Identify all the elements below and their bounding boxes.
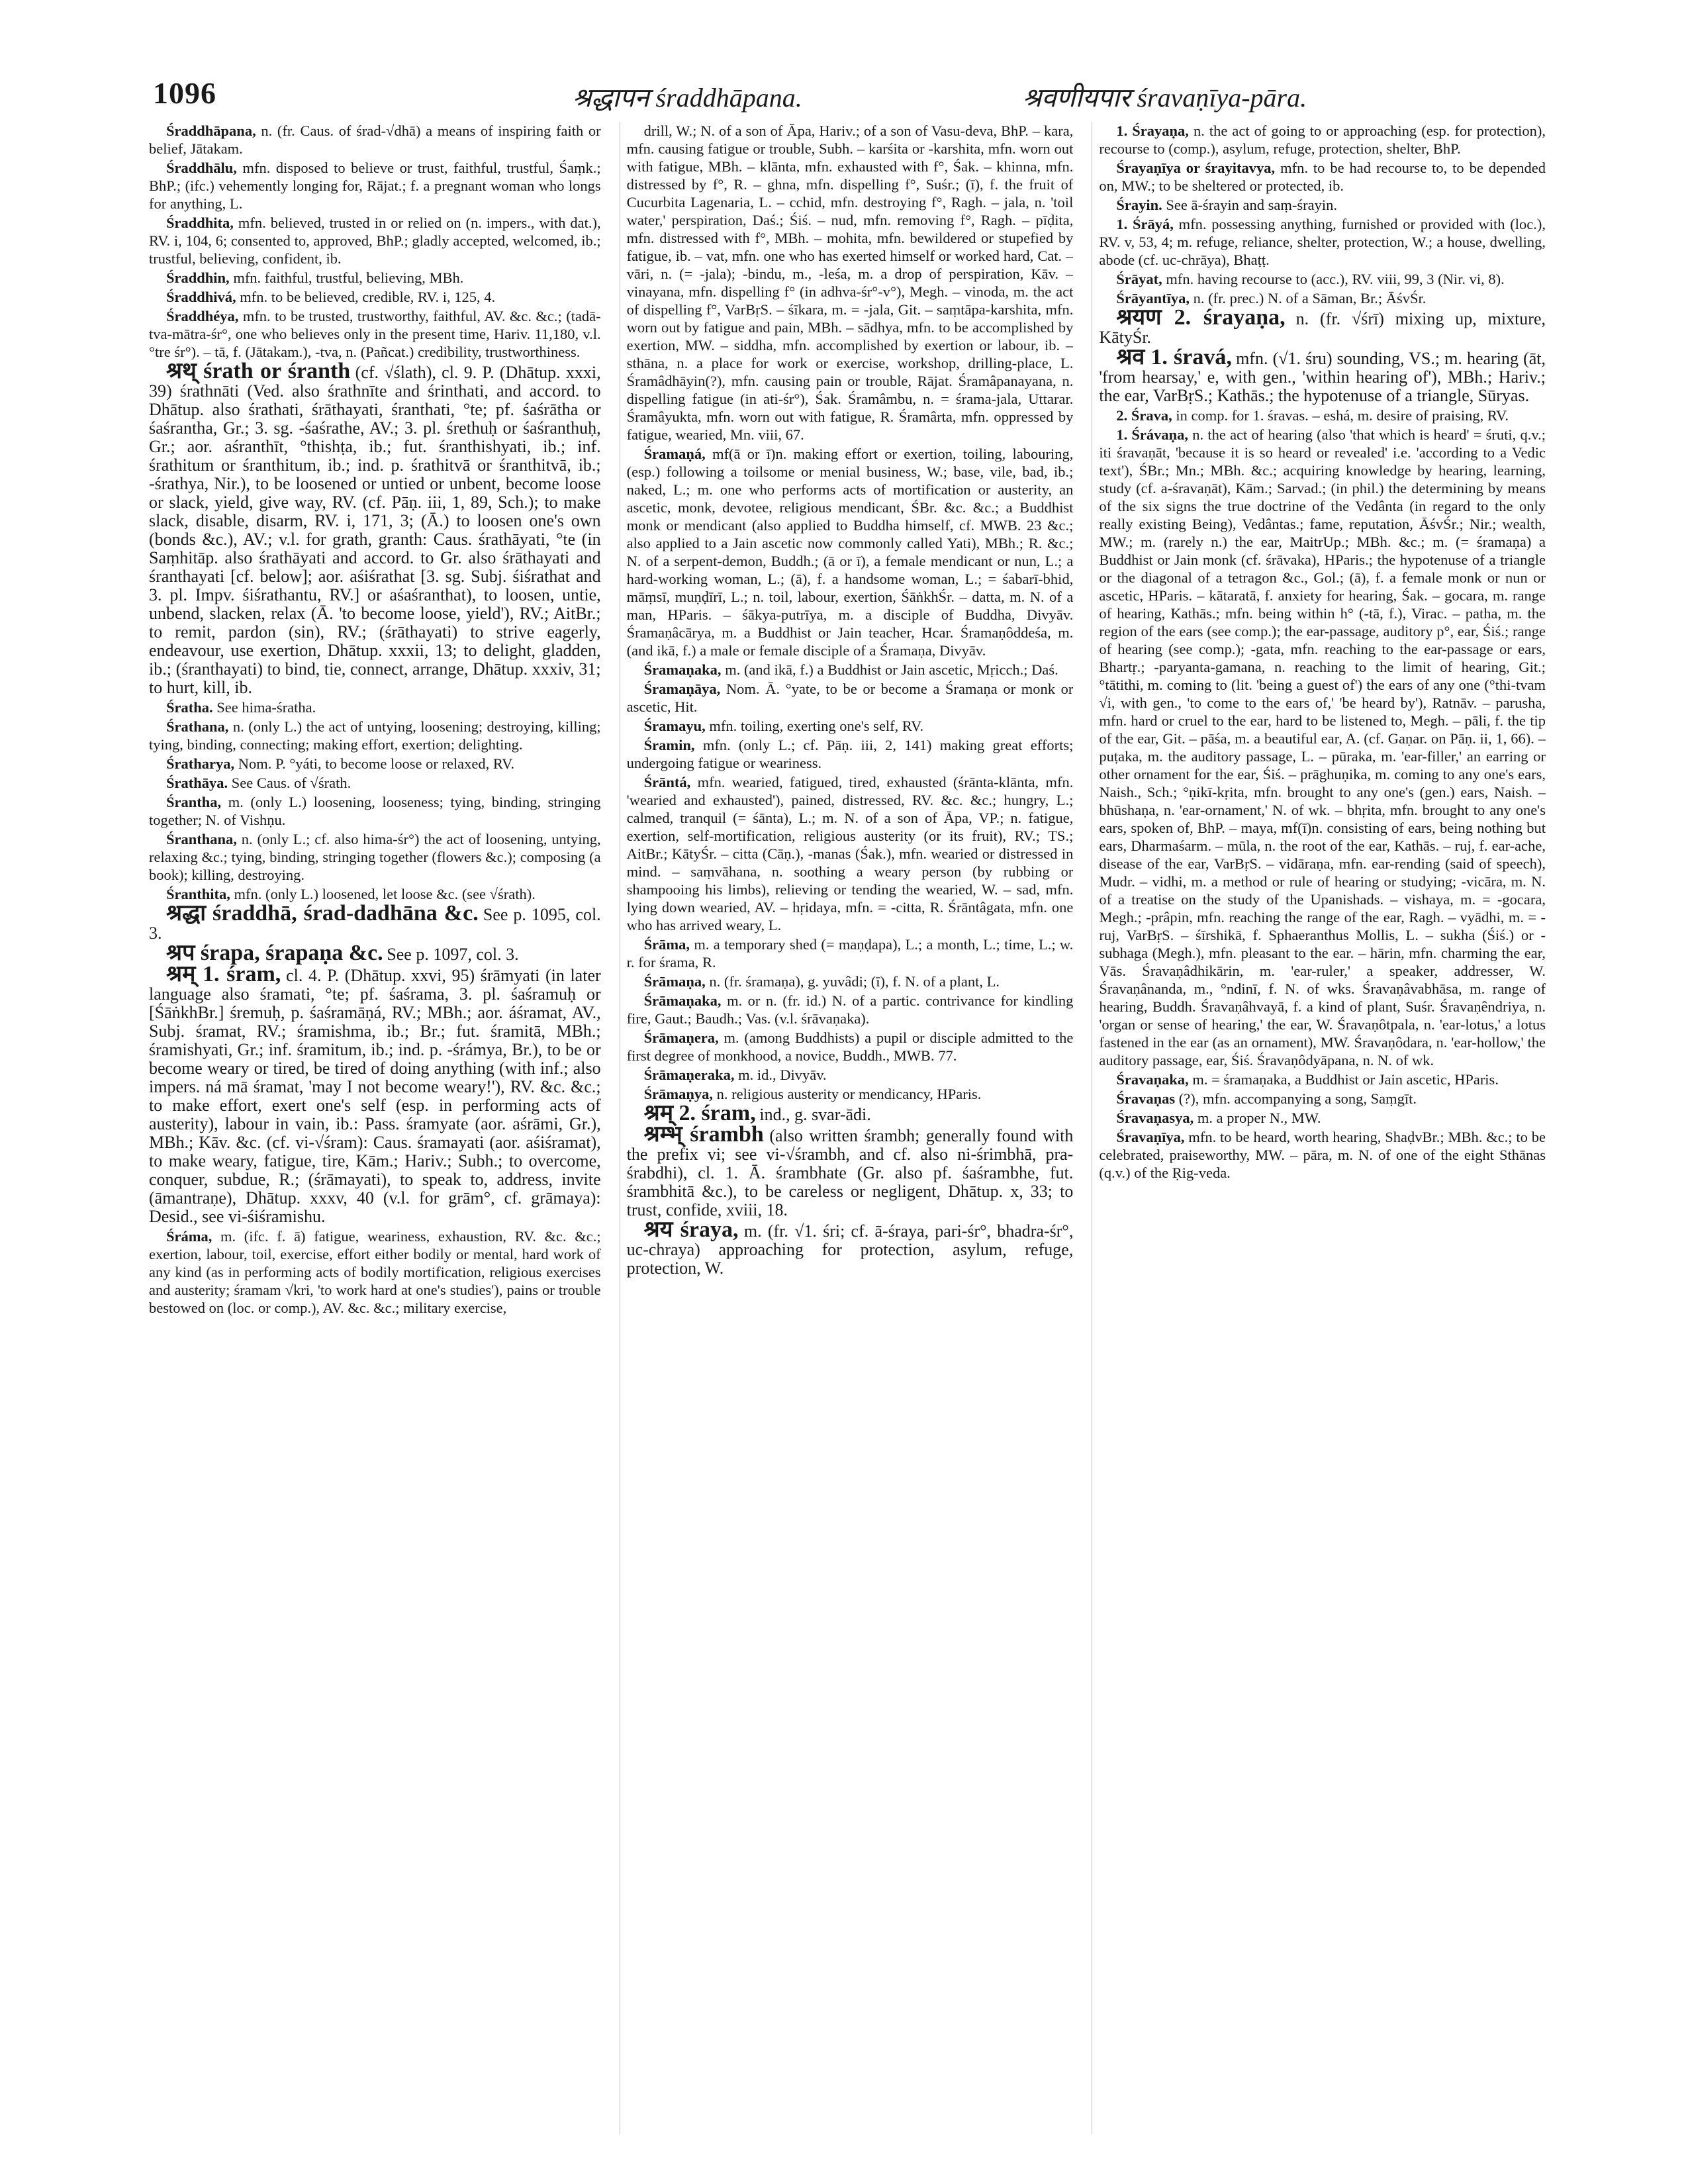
entry-definition: in comp. for 1. śravas. – eshá, m. desire of praising, RV.	[1176, 407, 1509, 424]
entry-headword: Śratharya,	[166, 755, 235, 772]
entry-headword: Śraddhivá,	[166, 289, 236, 305]
dictionary-entry	[1099, 196, 1546, 214]
entry-definition: See Caus. of √śrath.	[231, 775, 351, 791]
dictionary-entry	[1099, 215, 1546, 269]
entry-headword: Śranthana,	[166, 831, 237, 847]
dictionary-entry	[1099, 345, 1546, 405]
entry-definition: n. (only L.; cf. also hima-śr°) the act of loosening, untying, relaxing &c.; tying, binding, stringing together (flowers &c.); composing (a book); killing, destroying.	[149, 831, 601, 883]
dictionary-entry	[1099, 1070, 1546, 1088]
entry-headword: 1. Śrayaṇa,	[1116, 122, 1189, 139]
entry-headword: Śratha.	[166, 699, 213, 716]
dictionary-entry	[627, 661, 1074, 679]
dictionary-entry	[149, 885, 601, 903]
entry-definition: mfn. (only L.; cf. Pāṇ. iii, 2, 141) making great efforts; undergoing fatigue or weariness.	[626, 737, 1074, 771]
entry-definition: m. (among Buddhists) a pupil or disciple admitted to the first degree of monkhood, a novice, Buddh., MWB. 77.	[626, 1029, 1074, 1064]
entry-headword: श्रम् 2. śram,	[643, 1101, 756, 1125]
entry-headword: श्रम्भ् śrambh	[643, 1122, 764, 1147]
dictionary-entry	[627, 1066, 1074, 1084]
entry-definition: mf(ā or ī)n. making effort or exertion, toiling, labouring, (esp.) following a toilsome or menial business, W.; base, vile, bad, ib.; naked, L.; m. one who performs acts of mortification or austerity, an ascetic, monk, devotee, religious mendicant, ŚBr. &c. &c.; a Buddhist monk or mendicant (also applied to Buddha himself, cf. MWB. 23 &c.; also applied to a Jain ascetic now commonly called Yati), MBh.; R. &c.; N. of a serpent-demon, Buddh.; (ā or ī), a female mendicant or nun, L.; a hard-working woman, L.; (ā), f. a handsome woman, L.; = śabarī-bhid, māṃsī, muṇḍīrī, L.; n. toil, labour, exertion, ŚāṅkhŚr. – datta, m. N. of a man, HParis. – śākya-putrīya, m. a disciple of Buddha, Divyāv. Śramaṇâcārya, m. a Buddhist or Jain teacher, Hcar. Śramaṇôddeśa, m. (and ikā, f.) a male or female disciple of a Śramaṇa, Divyāv.	[626, 446, 1074, 659]
entry-headword: Śramaṇá,	[643, 446, 706, 462]
entry-definition: m. = śramaṇaka, a Buddhist or Jain ascetic, HParis.	[1192, 1071, 1499, 1088]
entry-headword: Śraddhita,	[166, 214, 234, 231]
dictionary-entry	[1099, 122, 1546, 158]
dictionary-entry	[149, 830, 601, 884]
entry-definition: mfn. to be had recourse to, to be depended on, MW.; to be sheltered or protected, ib.	[1099, 160, 1546, 194]
entry-definition: mfn. toiling, exerting one's self, RV.	[709, 718, 924, 734]
entry-definition: m. a temporary shed (= maṇḍapa), L.; a month, L.; time, L.; w. r. for śrama, R.	[626, 936, 1074, 971]
entry-definition: See p. 1095, col. 3.	[149, 905, 601, 943]
dictionary-entry	[1099, 1090, 1546, 1108]
dictionary-entry	[1099, 406, 1546, 424]
entry-headword: Śrathāya.	[166, 775, 228, 791]
entry-definition: n. (fr. Caus. of śrad-√dhā) a means of inspiring faith or belief, Jātakam.	[149, 122, 601, 157]
dictionary-entry	[149, 288, 601, 306]
dictionary-entry	[627, 935, 1074, 971]
entry-headword: Śrāyantīya,	[1116, 290, 1190, 307]
entry-headword: Śrayaṇīya or śrayitavya,	[1116, 160, 1276, 176]
dictionary-entry	[149, 718, 601, 753]
entry-headword: श्रप śrapa, śrapaṇa &c.	[166, 941, 383, 965]
dictionary-entry	[627, 1029, 1074, 1065]
entry-definition: n. (only L.) the act of untying, loosening; destroying, killing; tying, binding, connecting; making effort, exertion; delighting.	[149, 718, 601, 753]
entry-definition: m. id., Divyāv.	[738, 1067, 827, 1083]
entry-headword: Śraddhéya,	[166, 308, 239, 324]
entry-definition: n. (fr. śramaṇa), g. yuvâdi; (ī), f. N. of a plant, L.	[709, 973, 1000, 990]
entry-headword: Śrāyat,	[1116, 271, 1162, 287]
dictionary-entry	[149, 793, 601, 829]
entry-definition: m. a proper N., MW.	[1197, 1110, 1321, 1126]
entry-definition: ind., g. svar-ādi.	[759, 1105, 871, 1124]
entry-definition: mfn. faithful, trustful, believing, MBh.	[233, 269, 464, 286]
dictionary-entry	[1099, 270, 1546, 288]
entry-headword: Śramin,	[643, 737, 695, 753]
dictionary-entry	[626, 1217, 1074, 1278]
entry-headword: Śrāmaṇera,	[643, 1029, 719, 1046]
dictionary-entry	[627, 717, 1074, 735]
entry-definition: mfn. disposed to believe or trust, faithful, trustful, Śaṃk.; BhP.; (ifc.) vehemently longing for, Rājat.; f. a pregnant woman who longs for anything, L.	[149, 160, 601, 212]
entry-headword: श्रथ् śrath or śranth	[166, 359, 351, 383]
dictionary-entry	[149, 307, 601, 361]
dictionary-entry	[627, 1085, 1074, 1103]
dictionary-entry	[149, 774, 601, 792]
dictionary-entry	[149, 1227, 601, 1317]
right-running-head: श्रवणीयपार śravaṇīya-pāra.	[1023, 83, 1307, 113]
entry-definition: m. or n. (fr. id.) N. of a partic. contrivance for kindling fire, Gaut.; Baudh.; Vas. (v.l. śrāvaṇaka).	[626, 992, 1074, 1027]
entry-definition: mfn. to be heard, worth hearing, ShaḍvBr.; MBh. &c.; to be celebrated, praiseworthy, MW. – pāra, m. N. of one of the eight Sthānas (q.v.) of the Ṛig-veda.	[1099, 1129, 1546, 1181]
entry-definition: m. (only L.) loosening, looseness; tying, binding, stringing together; N. of Vishṇu.	[149, 794, 601, 828]
entry-definition: n. religious austerity or mendicancy, HParis.	[716, 1086, 982, 1102]
dictionary-entry	[627, 992, 1074, 1027]
entry-definition: Nom. Ā. °yate, to be or become a Śramaṇa or monk or ascetic, Hit.	[626, 681, 1074, 715]
entry-headword: श्रम् 1. śram,	[166, 962, 281, 986]
entry-definition: See p. 1097, col. 3.	[387, 945, 519, 964]
entry-headword: Śrāmaṇeraka,	[643, 1067, 735, 1083]
entry-definition: mfn. having recourse to (acc.), RV. viii, 99, 3 (Nir. vi, 8).	[1166, 271, 1505, 287]
dictionary-entry	[149, 901, 601, 943]
entry-headword: Śranthita,	[166, 886, 230, 902]
dictionary-entry	[1099, 426, 1546, 1069]
entry-headword: Śramaṇāya,	[643, 681, 721, 697]
left-running-head: श्रद्धापन śraddhāpana.	[573, 83, 802, 113]
entry-definition: mfn. (only L.) loosened, let loose &c. (see √śrath).	[234, 886, 536, 902]
dictionary-entry	[627, 1101, 1074, 1125]
entry-definition: (cf. √ślath), cl. 9. P. (Dhātup. xxxi, 39) śrathnāti (Ved. also śrathnīte and śrinthati, and accord. to Dhātup. also śrathati, śrāthayati, śranthati, °te; pf. śaśrātha or śaśrantha, Gr.; 3. sg. -śaśrathe, AV.; 3. pl. śrethuḥ or śaśranthuḥ, Gr.; aor. aśranthīt, °thishṭa, ib.; fut. śranthishyati, ib.; inf. śrathitum or śranthitum, ib.; ind. p. śrathitvā or śranthitvā, ib.; -śrathya, Nir.), to be loosened or untied or unbent, become loose or slack, yield, give way, RV. (cf. Pāṇ. iii, 1, 89, Sch.); to make slack, disable, disarm, RV. i, 171, 3; (Ā.) to loosen one's own (bonds &c.), AV.; v.l. for grath, granth: Caus. śrathāyati, °te (in Saṃhitāp. also śrathāyati and accord. to Gr. also śrāthayati and śranthayati [cf. below]; aor. aśiśrathat [3. sg. Subj. śiśrathat and 3. pl. Impv. śiśrathantu, RV.] or aśaśranthat), to loosen, untie, unbend, slacken, relax (Ā. 'to become loose, yield'), RV.; AitBr.; to remit, pardon (sin), RV.; (śrāthayati) to strive eagerly, endeavour, use exertion, Dhātup. xxxii, 13; to delight, gladden, ib.; (śranthayati) to bind, tie, connect, arrange, Dhātup. xxxiv, 31; to hurt, kill, ib.	[149, 363, 601, 697]
entry-definition: drill, W.; N. of a son of Āpa, Hariv.; of a son of Vasu-deva, BhP. – kara, mfn. causing fatigue or trouble, Subh. – karśita or -karshita, mfn. worn out with fatigue, MBh. – klānta, mfn. exhausted with f°, Śak. – khinna, mfn. distressed by f°, R. – ghna, mfn. dispelling f°, Suśr.; (ī), f. the fruit of Cucurbita Lagenaria, L. – cchid, mfn. destroying f°, Ragh. – jala, n. 'toil water,' perspiration, Daś.; Śiś. – nud, mfn. removing f°, Ragh. – pīḍita, mfn. distressed with f°, MBh. – mohita, mfn. bewildered or stupefied by fatigue, ib. – vat, mfn. one who has exerted himself or worked hard, Cat. – vāri, n. (= -jala); -bindu, m., -leśa, m. a drop of perspiration, Kāv. – vinayana, mfn. dispelling f° (in adhva-śr°-v°), Megh. – vinoda, m. the act of dispelling f°, VarBṛS. – śīkara, m. = -jala, Git. – saṃtāpa-karshita, mfn. worn out by fatigue and pain, MBh. – sādhya, mfn. to be accomplished by exertion, MW. – siddha, mfn. accomplished by exertion or labour, ib. – sthāna, n. a place for work or exercise, workshop, drilling-place, L. Śramâdhāyin(?), mfn. causing pain or trouble, Rājat. Śramâpanayana, n. dispelling fatigue (in ati-śr°), Śak. Śramâmbu, n. = śrama-jala, Uttarar. Śramâyukta, mfn. worn out with fatigue, R. Śramârta, mfn. oppressed by fatigue, wearied, Mn. viii, 67.	[626, 122, 1074, 443]
entry-definition: mfn. possessing anything, furnished or provided with (loc.), RV. v, 53, 4; m. refuge, reliance, shelter, protection, W.; a house, dwelling, abode (cf. uc-chrāya), Bhaṭṭ.	[1099, 216, 1546, 268]
dictionary-entry	[149, 269, 601, 287]
entry-definition: mfn. to be trusted, trustworthy, faithful, AV. &c. &c.; (tadā-tva-mātra-śr°, one who believes only in the present time, Hariv. 11,180, v.l. °tre śr°). – tā, f. (Jātakam.), -tva, n. (Pañcat.) credibility, trustworthiness.	[149, 308, 601, 360]
dictionary-entry	[627, 122, 1074, 444]
column-1	[149, 122, 601, 2134]
entry-headword: Śravaṇas	[1116, 1090, 1176, 1107]
entry-definition: mfn. (√1. śru) sounding, VS.; m. hearing (āt, 'from hearsay,' e, with gen., 'within hearing of'), MBh.; Hariv.; the ear, VarBṛS.; Kathās.; the hypotenuse of a triangle, Sūryas.	[1099, 349, 1546, 405]
dictionary-entry	[1099, 289, 1546, 307]
column-3	[1092, 122, 1546, 2134]
dictionary-entry	[627, 773, 1074, 934]
entry-headword: Śravaṇasya,	[1116, 1110, 1194, 1126]
entry-headword: Śramaṇaka,	[643, 661, 722, 678]
dictionary-entry	[149, 159, 601, 213]
entry-definition: m. (ifc. f. ā) fatigue, weariness, exhaustion, RV. &c. &c.; exertion, labour, toil, exercise, effort either bodily or mental, hard work of any kind (as in performing acts of bodily mortification, religious exercises and austerity; śramam √kri, 'to work hard at one's studies'), pains or trouble bestowed on (loc. or comp.), AV. &c. &c.; military exercise,	[149, 1228, 601, 1316]
entry-headword: Śrāntá,	[643, 774, 691, 790]
entry-headword: Śramayu,	[643, 718, 706, 734]
entry-definition: (?), mfn. accompanying a song, Saṃgīt.	[1178, 1090, 1417, 1107]
column-2	[620, 122, 1074, 2134]
entry-headword: 2. Śrava,	[1116, 407, 1172, 424]
dictionary-entry	[149, 962, 601, 1226]
entry-definition: mfn. wearied, fatigued, tired, exhausted (śrānta-klānta, mfn. 'wearied and exhausted'), pained, distressed, RV. &c. &c.; hungry, L.; calmed, tranquil (= śānta), L.; m. N. of a son of Āpa, VP.; n. fatigue, exertion, self-mortification, religious austerity (or its fruit), RV.; TS.; AitBr.; KātyŚr. – citta (Cāṇ.), -manas (Śak.), mfn. wearied or distressed in mind. – saṃvāhana, n. soothing a weary person (by rubbing or shampooing his limbs), relieving or tending the wearied, W. – sad, mfn. lying down wearied, AV. – hṛidaya, mfn. = -citta, R. Śrāntâgata, mfn. one who has arrived weary, L.	[626, 774, 1074, 933]
text-columns	[149, 122, 1546, 2134]
entry-headword: Śraddhālu,	[166, 160, 237, 176]
entry-definition: See hima-śratha.	[216, 699, 316, 716]
entry-definition: m. (fr. √1. śri; cf. ā-śraya, pari-śr°, bhadra-śr°, uc-chraya) approaching for protection, asylum, refuge, protection, W.	[626, 1221, 1074, 1278]
dictionary-entry	[626, 1122, 1074, 1219]
entry-headword: श्रय śraya,	[643, 1217, 739, 1242]
entry-headword: Śrāmaṇa,	[643, 973, 706, 990]
dictionary-entry	[627, 680, 1074, 716]
dictionary-entry	[149, 755, 601, 773]
entry-definition: n. (fr. prec.) N. of a Sāman, Br.; ĀśvŚr.	[1193, 290, 1427, 307]
entry-headword: Śrāmaṇya,	[643, 1086, 714, 1102]
entry-definition: n. the act of hearing (also 'that which is heard' = śruti, q.v.; iti śravaṇāt, 'because it is so heard or revealed' i.e. 'according to a Vedic text'), ŚBr.; Mn.; MBh. &c.; acquiring knowledge by hearing, learning, study (cf. a-śravaṇāt), Kām.; Sarvad.; (in phil.) the determining by means of the six signs the true doctrine of the Vedânta (in regard to the only really existing Being), Vedântas.; fame, reputation, ĀśvŚr.; Nir.; wealth, MW.; m. (rarely n.) the ear, MaitrUp.; MBh. &c.; m. (= śramaṇa) a Buddhist or Jain monk (cf. śrāvaka), HParis.; the hypotenuse of a triangle or the diagonal of a tetragon &c., Gol.; (ā), f. a female monk or nun or ascetic, HParis. – kātaratā, f. anxiety for hearing, Śak. – gocara, m. range of hearing, Kathās.; mfn. being within h° (-tā, f.), Virac. – patha, m. the region of the ears (see comp.); the ear-passage, auditory p°, ear, Śiś.; range of hearing (see comp.); -gata, mfn. reaching to the ear-passage or ears, Bhartṛ.; -paryanta-gamana, n. reaching to the limit of hearing, Git.; °tātithi, m. coming to (lit. 'being a guest of') the ears of any one (°thi-tvam √i, with gen., 'to come to the ears of,' 'be heard by'), Ratnāv. – parusha, mfn. hard or cruel to the ear, hard to be listened to, Megh. – pāli, f. the tip of the ear, Git. – pāśa, m. a beautiful ear, A. (cf. Gaṇar. on Pāṇ. ii, 1, 66). – puṭaka, m. the auditory passage, L. – pūraka, m. 'ear-filler,' an earring or other ornament for the ear, Śiś. – prāghuṇika, m. coming to any one's ears, Naish., Sch.; °ṇikī-kṛita, mfn. brought to any one's (gen.) ears, Naish. – bhūshaṇa, n. 'ear-ornament,' N. of wk. – bhṛita, mfn. brought to any one's ears, spoken of, BhP. – maya, mf(ī)n. consisting of ears, being nothing but ears, Dharmaśarm. – mūla, n. the root of the ear, Kathās. – ruj, f. ear-ache, disease of the ear, VarBṛS. – vidāraṇa, mfn. ear-rending (said of speech), Mudr. – vidhi, m. a method or rule of hearing or studying; -vicāra, m. N. of a treatise on the study of the Upanishads. – vishaya, m. = -gocara, Megh.; -prâpin, mfn. reaching the range of the ear, Ragh. – vyādhi, m. = -ruj, VarBṛS. – śīrshikā, f. Sphaeranthus Mollis, L. – sukha (Śiś.) or -subhaga (Megh.), mfn. pleasant to the ear. – hārin, mfn. charming the ear, Vās. Śravaṇâdhikārin, m. 'ear-ruler,' a speaker, addresser, W. Śravaṇânanda, m., °ndinī, f. N. of wks. Śravaṇâvabhāsa, m. range of hearing, Buddh. Śravaṇâhvayā, f. a kind of plant, Suśr. Śravaṇêndriya, n. 'organ or sense of hearing,' the ear, W. Śravaṇôtpala, n. 'ear-lotus,' a lotus fastened in the ear (as an ornament), MW. Śravaṇôdara, n. 'ear-hollow,' the auditory passage, ear, Śiś. Śravaṇôdyāpana, n. N. of wk.	[1099, 426, 1546, 1068]
entry-headword: Śravaṇaka,	[1116, 1071, 1189, 1088]
dictionary-entry	[1099, 1109, 1546, 1127]
entry-definition: (also written śrambh; generally found with the prefix vi; see vi-√śrambh, and cf. also ni-śrimbhā, pra-śrabdhi), cl. 1. Ā. śrambhate (Gr. also pf. śaśrambhe, fut. śrambhitā &c.), to be careless or negligent, Dhātup. x, 33; to trust, confide, xviii, 18.	[626, 1126, 1074, 1219]
entry-headword: Śraddhin,	[166, 269, 230, 286]
dictionary-entry	[627, 973, 1074, 990]
running-head	[149, 71, 1546, 124]
dictionary-entry	[1099, 1128, 1546, 1182]
entry-headword: Śravaṇīya,	[1116, 1129, 1185, 1145]
entry-headword: श्रयण 2. śrayaṇa,	[1116, 305, 1286, 330]
dictionary-entry	[149, 359, 601, 697]
dictionary-page	[149, 71, 1546, 2137]
entry-definition: mfn. to be believed, credible, RV. i, 125, 4.	[240, 289, 496, 305]
dictionary-entry	[627, 736, 1074, 772]
entry-headword: Śráma,	[166, 1228, 212, 1245]
page-number: 1096	[153, 76, 216, 110]
entry-headword: श्रद्धा śraddhā, śrad-dadhāna &c.	[166, 901, 479, 926]
entry-definition: m. (and ikā, f.) a Buddhist or Jain ascetic, Mṛicch.; Daś.	[725, 661, 1058, 678]
entry-definition: n. (fr. √śrī) mixing up, mixture, KātyŚr.	[1099, 309, 1546, 347]
entry-definition: mfn. believed, trusted in or relied on (n. impers., with dat.), RV. i, 104, 6; consented to, approved, BhP.; gladly accepted, welcomed, ib.; trustful, believing, confident, ib.	[149, 214, 601, 267]
entry-definition: Nom. P. °yáti, to become loose or relaxed, RV.	[238, 755, 515, 772]
entry-definition: n. the act of going to or approaching (esp. for protection), recourse to (comp.), asylum, refuge, protection, shelter, BhP.	[1099, 122, 1546, 157]
entry-definition: See ā-śrayin and saṃ-śrayin.	[1166, 197, 1338, 213]
dictionary-entry	[149, 698, 601, 716]
entry-definition: cl. 4. P. (Dhātup. xxvi, 95) śrāmyati (in later language also śramati, °te; pf. śaśrama, 3. pl. śaśramuḥ or [ŚāṅkhBr.] śremuḥ, p. śaśramāṇá, RV.; MBh.; aor. áśramat, AV., Subj. śramat, RV.; śramishma, ib.; Br.; fut. śramitā, MBh.; śramishyati, Gr.; inf. śramitum, ib.; ind. p. -śrámya, Br.), to be or become weary or tired, be tired of doing anything (with inf.; also impers. ná mā śramat, 'may I not become weary!'), RV. &c. &c.; to make effort, exert one's self (esp. in performing acts of austerity), labour in vain, ib.: Pass. śramyate (aor. aśrāmi, Gr.), MBh.; Kāv. &c. (cf. vi-√śram): Caus. śramayati (aor. aśiśramat), to make weary, fatigue, tire, Kām.; Hariv.; Subh.; to overcome, conquer, subdue, R.; (śrāmayati), to speak to, address, invite (āmantraṇe), Dhātup. xxxv, 40 (v.l. for grām°, cf. grāmaya): Desid., see vi-śiśramishu.	[149, 966, 601, 1226]
entry-headword: 1. Śrāyá,	[1116, 216, 1174, 232]
dictionary-entry	[1099, 305, 1546, 347]
dictionary-entry	[149, 122, 601, 158]
entry-headword: Śrantha,	[166, 794, 222, 810]
dictionary-entry	[149, 941, 601, 965]
dictionary-entry	[149, 214, 601, 267]
dictionary-entry	[1099, 159, 1546, 195]
dictionary-entry	[627, 445, 1074, 659]
entry-headword: 1. Śrávaṇa,	[1116, 426, 1189, 443]
entry-headword: Śrathana,	[166, 718, 229, 735]
entry-headword: श्रव 1. śravá,	[1116, 345, 1232, 369]
entry-headword: Śraddhāpana,	[166, 122, 256, 139]
entry-headword: Śrayin.	[1116, 197, 1162, 213]
entry-headword: Śrāma,	[643, 936, 690, 953]
entry-headword: Śrāmaṇaka,	[643, 992, 722, 1009]
